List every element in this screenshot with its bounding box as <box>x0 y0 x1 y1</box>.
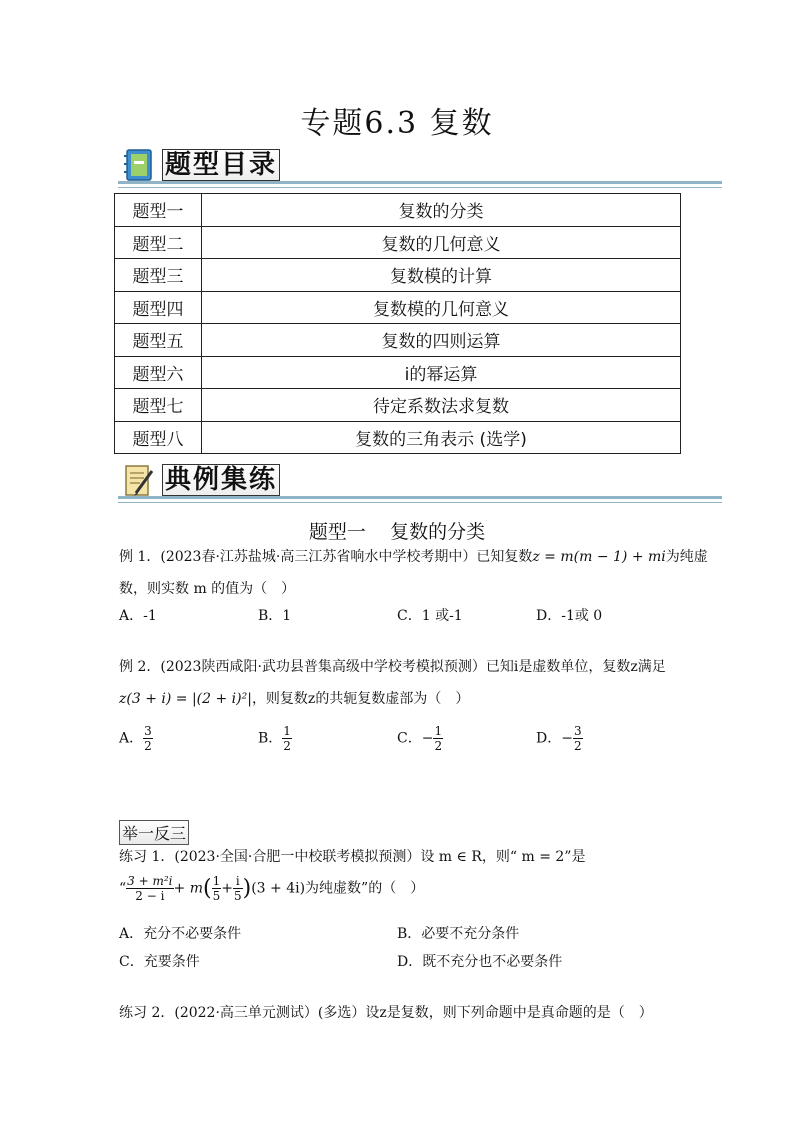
toc-value: 复数模的几何意义 <box>202 291 681 324</box>
open-quote: “ <box>119 880 127 897</box>
banner-rule <box>118 496 722 499</box>
section-title: 题型一 复数的分类 <box>308 521 486 543</box>
examples-banner <box>118 463 722 501</box>
practice-1-option-c: C．充要条件 <box>119 954 200 970</box>
fraction-numerator: 3 <box>144 724 152 738</box>
fraction-denominator: 2 − i <box>135 889 165 903</box>
toc-value: 复数模的计算 <box>202 259 681 292</box>
option-fraction <box>573 724 583 753</box>
table-row <box>115 291 681 324</box>
practice-1-option-a: A．充分不必要条件 <box>119 926 242 942</box>
example-1-option-c: C．1 或-1 <box>397 608 463 624</box>
practice-1-frac-1 <box>212 874 222 903</box>
fraction-denominator: 2 <box>434 739 443 753</box>
table-row <box>115 194 681 227</box>
option-sign: − <box>421 730 434 747</box>
option-label: D． <box>536 730 562 747</box>
example-2-option-d <box>536 724 583 753</box>
notebook-icon <box>124 148 154 182</box>
example-1-line-1 <box>119 546 708 566</box>
practice-1-line-2: “ $\frac{\text{3 + m²i}}{2 - i}$ + m( $\frac{1}{5}$ + $\frac{i}{5}$ )(3 + 4i)为纯虚数”的（ ） <box>119 874 425 903</box>
practice-1-frac-2 <box>233 874 243 903</box>
practice-1-fraction <box>126 874 173 903</box>
page-title: 专题6.3 复数 <box>300 106 494 141</box>
table-row <box>115 421 681 454</box>
toc-value: 复数的几何意义 <box>202 226 681 259</box>
example-1-formula: z = m(m − 1) + mi <box>532 549 666 565</box>
paren-open: ( <box>203 876 212 901</box>
banner-rule <box>118 181 722 184</box>
option-label: A． <box>119 730 144 747</box>
toc-key: 题型五 <box>115 324 202 357</box>
example-1-text: 例 1．(2023春·江苏盐城·高三江苏省响水中学校考期中）已知复数 <box>119 549 533 565</box>
toc-key: 题型八 <box>115 421 202 454</box>
practice-2-line-1: 练习 2．(2022·高三单元测试）(多选）设z是复数，则下列命题中是真命题的是（ ） <box>119 1005 653 1021</box>
toc-banner-text <box>162 149 282 181</box>
practice-1-formula-b: (3 + 4i)为纯虚数”的（ ） <box>251 880 425 897</box>
example-1-option-d: D．-1或 0 <box>536 608 603 624</box>
toc-key: 题型七 <box>115 389 202 422</box>
fraction-numerator: 1 <box>283 724 291 738</box>
table-row <box>115 389 681 422</box>
toc-value: 复数的三角表示 (选学) <box>202 421 681 454</box>
example-2-option-b <box>258 724 292 753</box>
examples-banner-text <box>162 464 282 496</box>
paren-close: ) <box>242 876 252 901</box>
practice-1-formula-a: + m <box>173 880 203 897</box>
toc-value: 待定系数法求复数 <box>202 389 681 422</box>
toc-value: i的幂运算 <box>202 356 681 389</box>
examples-banner-label: 典例集练 <box>162 464 280 496</box>
example-1-option-b: B．1 <box>258 608 292 624</box>
toc-table <box>114 193 681 454</box>
option-sign: − <box>561 730 573 747</box>
example-2-text-end: ，则复数z的共轭复数虚部为（ ） <box>251 691 470 707</box>
fraction-denominator: 5 <box>212 889 221 903</box>
toc-value: 复数的四则运算 <box>202 324 681 357</box>
fraction-numerator: 3 + m²i <box>127 874 173 888</box>
example-2-line-2 <box>119 688 469 708</box>
option-label: B． <box>258 730 283 747</box>
table-row <box>115 259 681 292</box>
fraction-denominator: 2 <box>573 739 582 753</box>
example-2-option-c <box>397 724 443 753</box>
fraction-numerator: i <box>233 874 243 889</box>
practice-1-line-1: 练习 1．(2023·全国·合肥一中校联考模拟预测）设 m ∈ R，则“ m = 2”是 <box>119 849 586 865</box>
fraction-numerator: 1 <box>434 724 443 738</box>
practice-1-option-d: D．既不充分也不必要条件 <box>397 954 563 970</box>
table-row <box>115 356 681 389</box>
toc-key: 题型四 <box>115 291 202 324</box>
toc-value: 复数的分类 <box>202 194 681 227</box>
fraction-numerator: 1 <box>212 874 221 888</box>
toc-key: 题型三 <box>115 259 202 292</box>
example-1-option-a: A．-1 <box>119 608 157 624</box>
fraction-numerator: 3 <box>573 724 582 738</box>
toc-key: 题型一 <box>115 194 202 227</box>
example-1-text-end: 为纯虚 <box>665 549 708 565</box>
clipboard-pen-icon <box>124 463 154 497</box>
banner-rule-thin <box>118 187 722 188</box>
toc-banner <box>118 148 722 186</box>
example-2-option-a <box>119 724 153 753</box>
fraction-denominator: 5 <box>233 889 242 903</box>
practice-1-option-b: B．必要不充分条件 <box>397 926 520 942</box>
toc-key: 题型二 <box>115 226 202 259</box>
option-label: C． <box>397 730 422 747</box>
option-fraction <box>143 724 153 753</box>
practice-tag: 举一反三 <box>119 820 189 845</box>
fraction-denominator: 2 <box>144 739 152 753</box>
example-2-line-1: 例 2．(2023陕西咸阳·武功县普集高级中学校考模拟预测）已知i是虚数单位，复数z满足 <box>119 659 666 675</box>
table-row <box>115 324 681 357</box>
table-row <box>115 226 681 259</box>
example-1-line-2: 数，则实数 m 的值为（ ） <box>119 581 296 597</box>
example-2-formula: z(3 + i) = |(2 + i)²| <box>119 691 252 707</box>
banner-rule-thin <box>118 502 722 503</box>
toc-key: 题型六 <box>115 356 202 389</box>
option-fraction <box>282 724 292 753</box>
fraction-denominator: 2 <box>283 739 291 753</box>
toc-banner-label: 题型目录 <box>162 149 280 181</box>
option-fraction <box>433 724 443 753</box>
